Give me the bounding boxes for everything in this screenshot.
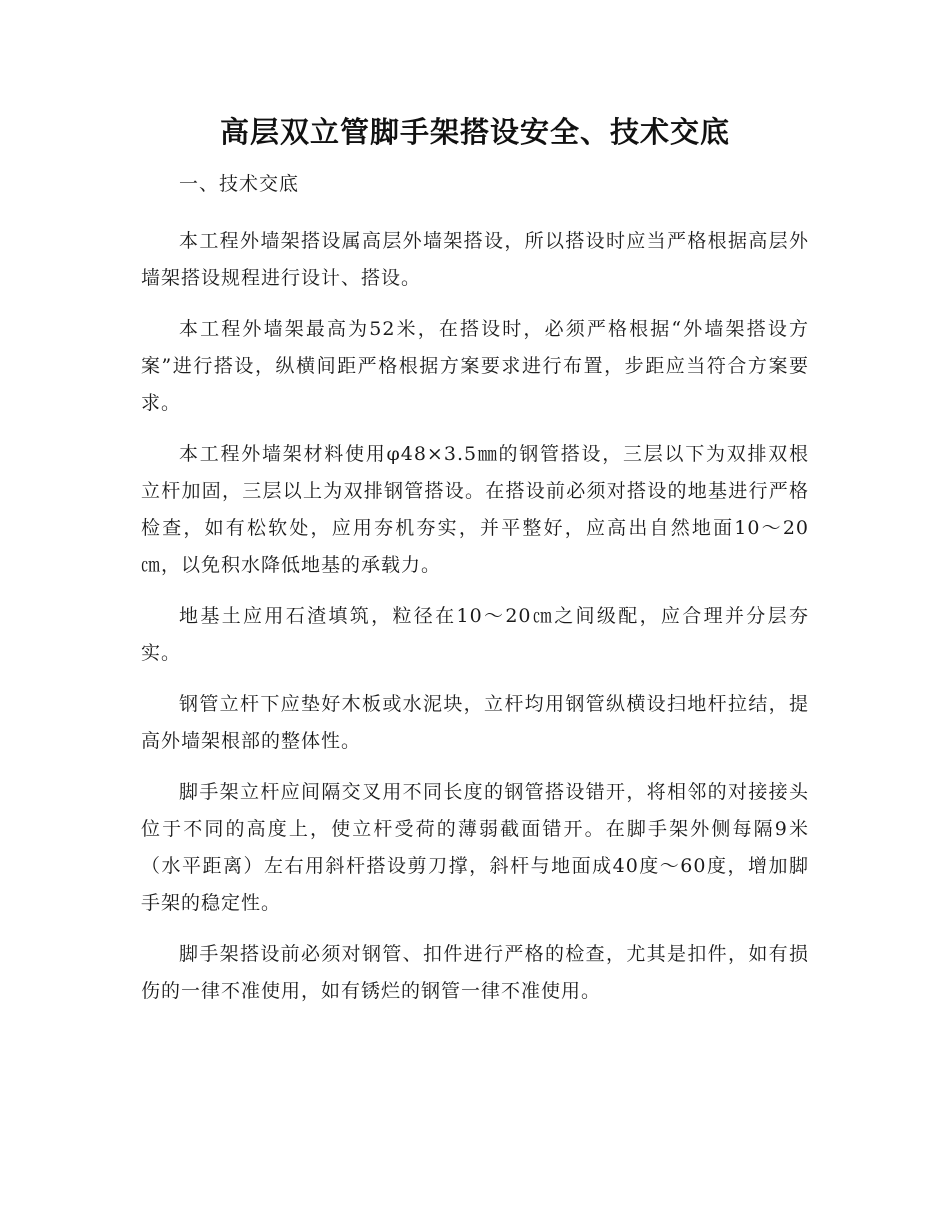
- paragraph: 本工程外墙架最高为52米，在搭设时，必须严格根据“外墙架搭设方案”进行搭设，纵横间距严格根据方案要求进行布置，步距应当符合方案要求。: [141, 318, 809, 414]
- paragraph: 地基土应用石渣填筑，粒径在10～20㎝之间级配，应合理并分层夯实。: [141, 605, 809, 664]
- section-heading: 一、技术交底: [179, 173, 300, 195]
- paragraph: 钢管立杆下应垫好木板或水泥块，立杆均用钢管纵横设扫地杆拉结，提高外墙架根部的整体性。: [141, 693, 809, 752]
- paragraph-list: [141, 223, 809, 1010]
- paragraph: 脚手架立杆应间隔交叉用不同长度的钢管搭设错开，将相邻的对接接头位于不同的高度上，使立杆受荷的薄弱截面错开。在脚手架外侧每隔9米（水平距离）左右用斜杆搭设剪刀撑，斜杆与地面成40度～60度，增加脚手架的稳定性。: [141, 781, 809, 914]
- paragraph: 脚手架搭设前必须对钢管、扣件进行严格的检查，尤其是扣件，如有损伤的一律不准使用，如有锈烂的钢管一律不准使用。: [141, 943, 809, 1002]
- document-body: [141, 110, 809, 1010]
- document-title: 高层双立管脚手架搭设安全、技术交底: [219, 115, 730, 149]
- paragraph: 本工程外墙架搭设属高层外墙架搭设，所以搭设时应当严格根据高层外墙架搭设规程进行设计、搭设。: [141, 230, 809, 289]
- paragraph: 本工程外墙架材料使用φ48×3.5㎜的钢管搭设，三层以下为双排双根立杆加固，三层以上为双排钢管搭设。在搭设前必须对搭设的地基进行严格检查，如有松软处，应用夯机夯实，并平整好，应高出自然地面10～20㎝，以免积水降低地基的承载力。: [141, 443, 809, 576]
